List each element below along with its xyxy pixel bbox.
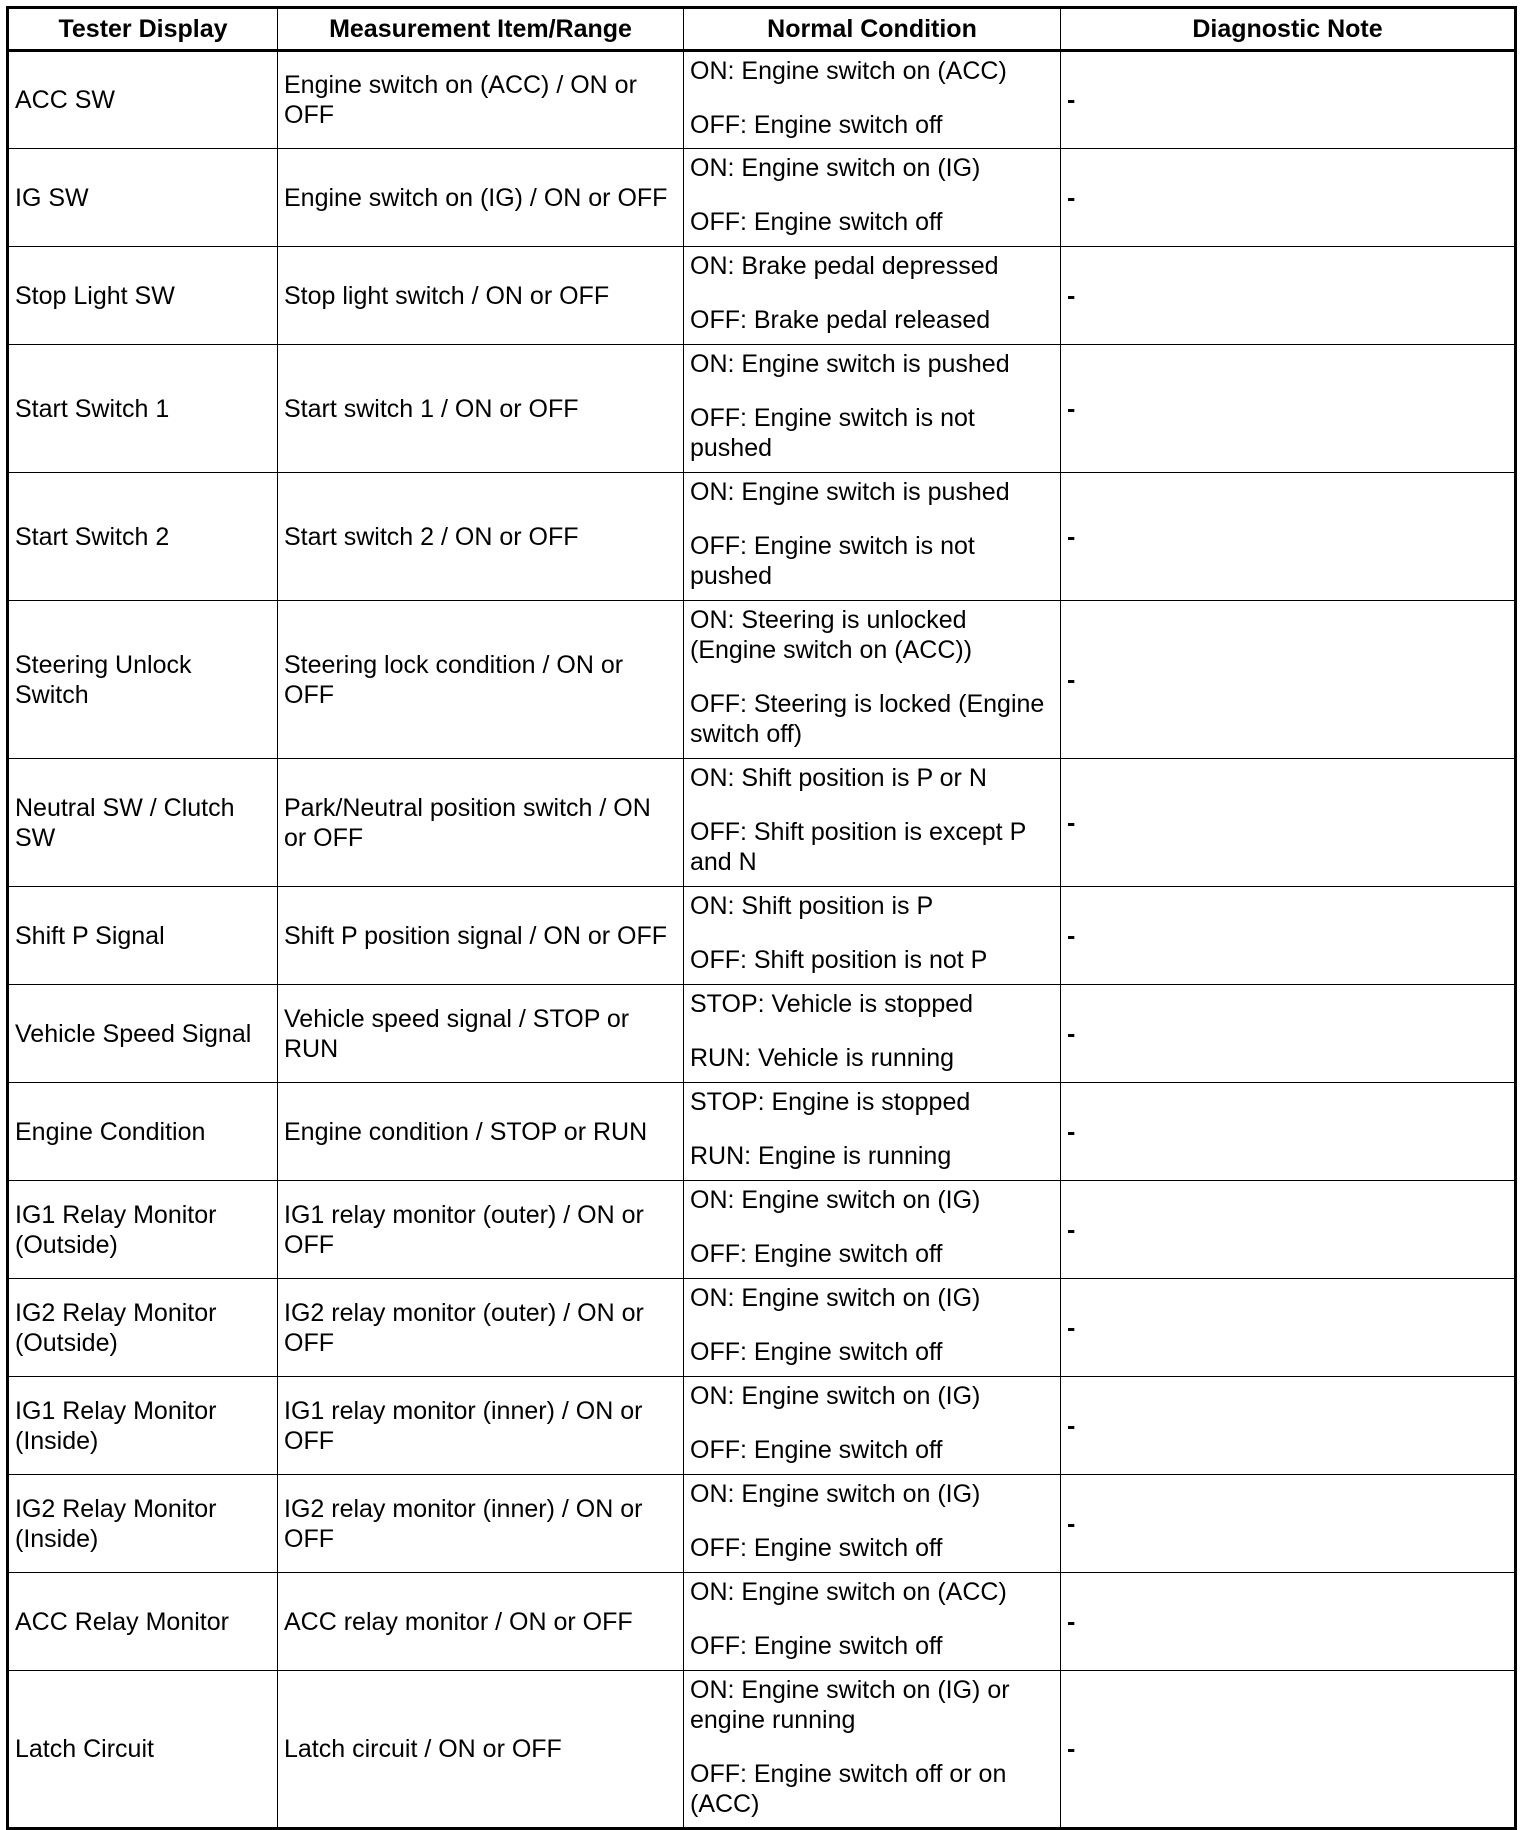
- normal-condition-cell: [684, 1377, 1061, 1475]
- tester-display-cell: Neutral SW / Clutch SW: [8, 759, 278, 887]
- condition-off-text: OFF: Brake pedal released: [690, 306, 991, 334]
- table-row: [8, 1279, 1516, 1377]
- condition-on-text: STOP: Engine is stopped: [690, 1088, 971, 1116]
- condition-off-text: OFF: Steering is locked (Engine switch off): [690, 690, 1045, 748]
- diagnostic-note-cell: -: [1061, 1181, 1516, 1279]
- normal-condition-cell: [684, 51, 1061, 149]
- measurement-item-cell: Park/Neutral position switch / ON or OFF: [278, 759, 684, 887]
- table-row: [8, 601, 1516, 759]
- diagnostic-note-cell: -: [1061, 1377, 1516, 1475]
- condition-off-text: OFF: Engine switch is not pushed: [690, 532, 975, 590]
- table-row: [8, 1671, 1516, 1829]
- table-row: [8, 149, 1516, 247]
- condition-off-text: OFF: Shift position is not P: [690, 946, 988, 974]
- tester-display-cell: IG2 Relay Monitor (Inside): [8, 1475, 278, 1573]
- header-tester-display: Tester Display: [8, 8, 278, 51]
- condition-off-text: OFF: Engine switch off: [690, 1534, 943, 1562]
- condition-off-text: RUN: Vehicle is running: [690, 1044, 955, 1072]
- tester-display-cell: Engine Condition: [8, 1083, 278, 1181]
- condition-on-text: ON: Engine switch on (IG): [690, 1284, 981, 1312]
- measurement-item-cell: Engine condition / STOP or RUN: [278, 1083, 684, 1181]
- condition-on-text: ON: Engine switch on (IG): [690, 1480, 981, 1508]
- diagnostic-note-cell: -: [1061, 51, 1516, 149]
- header-measurement-item: Measurement Item/Range: [278, 8, 684, 51]
- condition-off-text: OFF: Engine switch off: [690, 1436, 943, 1464]
- measurement-item-cell: IG1 relay monitor (inner) / ON or OFF: [278, 1377, 684, 1475]
- condition-off-text: OFF: Engine switch off: [690, 1338, 943, 1366]
- tester-display-cell: Vehicle Speed Signal: [8, 985, 278, 1083]
- normal-condition-cell: [684, 1181, 1061, 1279]
- measurement-item-cell: Stop light switch / ON or OFF: [278, 247, 684, 345]
- normal-condition-cell: [684, 149, 1061, 247]
- measurement-item-cell: Steering lock condition / ON or OFF: [278, 601, 684, 759]
- tester-display-cell: Steering Unlock Switch: [8, 601, 278, 759]
- measurement-item-cell: Start switch 2 / ON or OFF: [278, 473, 684, 601]
- tester-display-cell: ACC SW: [8, 51, 278, 149]
- normal-condition-cell: [684, 601, 1061, 759]
- condition-on-text: ON: Engine switch is pushed: [690, 350, 1010, 378]
- normal-condition-cell: [684, 985, 1061, 1083]
- condition-off-text: OFF: Engine switch is not pushed: [690, 404, 975, 462]
- tester-display-cell: IG1 Relay Monitor (Inside): [8, 1377, 278, 1475]
- header-normal-condition: Normal Condition: [684, 8, 1061, 51]
- condition-on-text: ON: Engine switch is pushed: [690, 478, 1010, 506]
- diagnostic-note-cell: -: [1061, 601, 1516, 759]
- diagnostic-table-container: [6, 6, 1514, 1830]
- condition-off-text: OFF: Engine switch off: [690, 1240, 943, 1268]
- tester-display-cell: Stop Light SW: [8, 247, 278, 345]
- table-row: [8, 1377, 1516, 1475]
- diagnostic-note-cell: -: [1061, 1671, 1516, 1829]
- condition-off-text: RUN: Engine is running: [690, 1142, 952, 1170]
- table-row: [8, 473, 1516, 601]
- table-row: [8, 1181, 1516, 1279]
- diagnostic-note-cell: -: [1061, 149, 1516, 247]
- measurement-item-cell: ACC relay monitor / ON or OFF: [278, 1573, 684, 1671]
- condition-on-text: ON: Brake pedal depressed: [690, 252, 999, 280]
- diagnostic-note-cell: -: [1061, 247, 1516, 345]
- diagnostic-note-cell: -: [1061, 759, 1516, 887]
- data-list-table: [6, 6, 1517, 1830]
- condition-on-text: ON: Engine switch on (IG) or engine running: [690, 1676, 1010, 1734]
- measurement-item-cell: IG1 relay monitor (outer) / ON or OFF: [278, 1181, 684, 1279]
- measurement-item-cell: Start switch 1 / ON or OFF: [278, 345, 684, 473]
- table-header-row: [8, 8, 1516, 51]
- normal-condition-cell: [684, 1279, 1061, 1377]
- measurement-item-cell: Shift P position signal / ON or OFF: [278, 887, 684, 985]
- normal-condition-cell: [684, 1083, 1061, 1181]
- diagnostic-note-cell: -: [1061, 473, 1516, 601]
- measurement-item-cell: IG2 relay monitor (outer) / ON or OFF: [278, 1279, 684, 1377]
- condition-off-text: OFF: Engine switch off or on (ACC): [690, 1760, 1007, 1818]
- header-diagnostic-note: Diagnostic Note: [1061, 8, 1516, 51]
- table-row: [8, 985, 1516, 1083]
- normal-condition-cell: [684, 759, 1061, 887]
- tester-display-cell: IG2 Relay Monitor (Outside): [8, 1279, 278, 1377]
- table-row: [8, 1083, 1516, 1181]
- tester-display-cell: Start Switch 2: [8, 473, 278, 601]
- condition-off-text: OFF: Engine switch off: [690, 208, 943, 236]
- diagnostic-note-cell: -: [1061, 887, 1516, 985]
- condition-on-text: ON: Shift position is P or N: [690, 764, 987, 792]
- table-row: [8, 247, 1516, 345]
- diagnostic-note-cell: -: [1061, 1083, 1516, 1181]
- table-row: [8, 51, 1516, 149]
- table-row: [8, 345, 1516, 473]
- normal-condition-cell: [684, 1573, 1061, 1671]
- measurement-item-cell: Engine switch on (IG) / ON or OFF: [278, 149, 684, 247]
- condition-on-text: ON: Engine switch on (IG): [690, 154, 981, 182]
- measurement-item-cell: Engine switch on (ACC) / ON or OFF: [278, 51, 684, 149]
- condition-off-text: OFF: Engine switch off: [690, 1632, 943, 1660]
- table-body: [8, 51, 1516, 1829]
- tester-display-cell: IG1 Relay Monitor (Outside): [8, 1181, 278, 1279]
- condition-on-text: STOP: Vehicle is stopped: [690, 990, 974, 1018]
- measurement-item-cell: IG2 relay monitor (inner) / ON or OFF: [278, 1475, 684, 1573]
- condition-on-text: ON: Engine switch on (IG): [690, 1186, 981, 1214]
- normal-condition-cell: [684, 1671, 1061, 1829]
- table-row: [8, 759, 1516, 887]
- tester-display-cell: Shift P Signal: [8, 887, 278, 985]
- condition-off-text: OFF: Engine switch off: [690, 111, 943, 139]
- condition-on-text: ON: Engine switch on (ACC): [690, 57, 1007, 85]
- condition-off-text: OFF: Shift position is except P and N: [690, 818, 1026, 876]
- normal-condition-cell: [684, 247, 1061, 345]
- condition-on-text: ON: Steering is unlocked (Engine switch on (ACC)): [690, 606, 973, 664]
- normal-condition-cell: [684, 345, 1061, 473]
- tester-display-cell: ACC Relay Monitor: [8, 1573, 278, 1671]
- table-row: [8, 1475, 1516, 1573]
- condition-on-text: ON: Shift position is P: [690, 892, 934, 920]
- table-row: [8, 1573, 1516, 1671]
- diagnostic-note-cell: -: [1061, 1475, 1516, 1573]
- diagnostic-note-cell: -: [1061, 1573, 1516, 1671]
- tester-display-cell: IG SW: [8, 149, 278, 247]
- normal-condition-cell: [684, 1475, 1061, 1573]
- measurement-item-cell: Vehicle speed signal / STOP or RUN: [278, 985, 684, 1083]
- tester-display-cell: Latch Circuit: [8, 1671, 278, 1829]
- condition-on-text: ON: Engine switch on (IG): [690, 1382, 981, 1410]
- normal-condition-cell: [684, 473, 1061, 601]
- normal-condition-cell: [684, 887, 1061, 985]
- diagnostic-note-cell: -: [1061, 345, 1516, 473]
- diagnostic-note-cell: -: [1061, 985, 1516, 1083]
- condition-on-text: ON: Engine switch on (ACC): [690, 1578, 1007, 1606]
- table-row: [8, 887, 1516, 985]
- measurement-item-cell: Latch circuit / ON or OFF: [278, 1671, 684, 1829]
- tester-display-cell: Start Switch 1: [8, 345, 278, 473]
- diagnostic-note-cell: -: [1061, 1279, 1516, 1377]
